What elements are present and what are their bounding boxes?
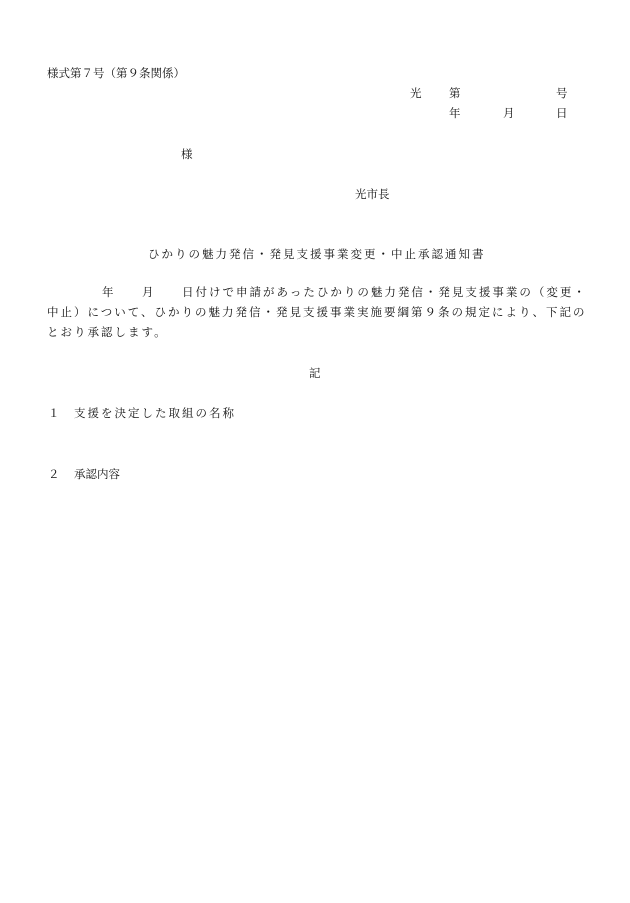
doc-number-prefix: 光 xyxy=(410,86,422,100)
item-1-number: １ xyxy=(48,406,60,420)
body-line-2: 中止）について、ひかりの魅力発信・発見支援事業実施要綱第９条の規定により、下記の xyxy=(47,305,587,319)
addressee-suffix: 様 xyxy=(181,147,193,161)
item-2-number: ２ xyxy=(48,467,60,481)
document-title: ひかりの魅力発信・発見支援事業変更・中止承認通知書 xyxy=(148,247,486,261)
issuer: 光市長 xyxy=(355,187,390,201)
item-1-label: 支援を決定した取組の名称 xyxy=(74,406,236,420)
doc-number-go: 号 xyxy=(556,86,568,100)
body-line-1: 日付けで申請があったひかりの魅力発信・発見支援事業の（変更・ xyxy=(182,285,587,299)
date-month: 月 xyxy=(503,106,515,120)
item-2-label: 承認内容 xyxy=(74,467,120,481)
date-year: 年 xyxy=(449,106,461,120)
doc-number-dai: 第 xyxy=(449,86,461,100)
ki-heading: 記 xyxy=(309,366,321,380)
body-month: 月 xyxy=(142,285,154,299)
body-year: 年 xyxy=(102,285,114,299)
date-day: 日 xyxy=(556,106,568,120)
form-number: 様式第７号（第９条関係） xyxy=(47,66,185,80)
body-line-3: とおり承認します。 xyxy=(47,325,168,339)
